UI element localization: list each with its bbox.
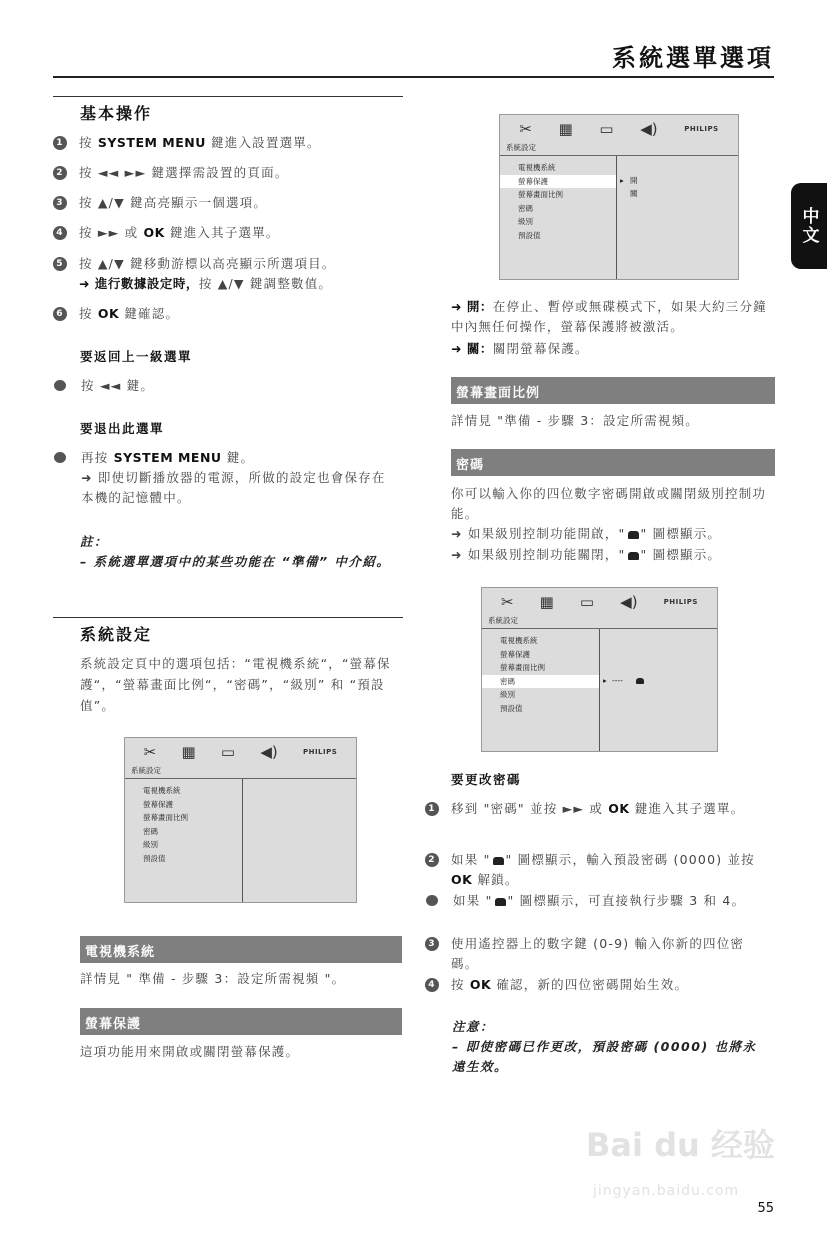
exit-heading: 要退出此選單 — [80, 421, 165, 436]
change-step-3: 3 使用遙控器上的數字鍵 (0-9) 輸入你新的四位密碼。 — [425, 934, 770, 974]
option-on: 開 — [630, 176, 638, 185]
option-arrow-icon: ▸ — [603, 676, 607, 685]
tv-system-text: 詳情見 " 準備 - 步驟 3：設定所需視頻 "。 — [80, 971, 346, 986]
screen-menu-item: 預設值 — [518, 230, 541, 240]
menu-screen-3 — [481, 587, 718, 752]
aspect-ratio-bar: 螢幕畫面比例 — [451, 377, 775, 404]
screen-menu-item: 螢幕畫面比例 — [500, 663, 545, 672]
password-bar: 密碼 — [451, 449, 775, 476]
screen-menu-item: 預設值 — [143, 853, 166, 863]
change-step-1: 1 移到 "密碼" 並按 ►► 或 OK 鍵進入其子選單。 — [425, 799, 770, 819]
screensaver-text: 這項功能用來開啟或關閉螢幕保護。 — [80, 1044, 300, 1059]
unlock-icon — [628, 552, 639, 560]
grid-icon: ▦ — [181, 742, 196, 761]
change-step-2: 2 如果 " " 圖標顯示，輸入預設密碼 (0000) 並按 OK 解鎖。 — [425, 850, 770, 890]
screen-menu-item-selected: 密碼 — [482, 675, 599, 689]
screen-menu-item: 密碼 — [518, 203, 533, 213]
speaker-icon: ◀) — [640, 119, 658, 138]
exit-step: 再按 SYSTEM MENU 鍵。 ➜ 即使切斷播放器的電源，所做的設定也會保存在本機的記憶體中。 — [53, 448, 398, 508]
title-rule — [53, 76, 774, 78]
step-4: 4 按 ►► 或 OK 鍵進入其子選單。 — [53, 223, 403, 243]
page-title: 系統選單選項 — [612, 44, 774, 72]
step-5: 5 按 ▲/▼ 鍵移動游標以高亮顯示所選項目。 ➜ 進行數據設定時，按 ▲/▼ 鍵調整數值。 — [53, 254, 403, 294]
change-step-2b: 如果 " " 圖標顯示，可直接執行步驟 3 和 4。 — [425, 891, 770, 911]
screen-menu-item: 預設值 — [500, 703, 523, 713]
watermark-logo: Bai du 经验 — [586, 1126, 775, 1164]
password-dashes: ---- — [612, 676, 623, 685]
brand-logo: PHILIPS — [663, 597, 698, 606]
unlock-icon — [495, 898, 506, 906]
tools-icon: ✂ — [501, 592, 514, 611]
system-intro: 系統設定頁中的選項包括：“電視機系統“，“螢幕保護“，“螢幕畫面比例“，“密碼”，“級別” 和 “預設值”。 — [80, 656, 391, 713]
change-note: 注意： – 即使密碼已作更改，預設密碼 (0000) 也將永遠生效。 — [452, 1019, 757, 1074]
screen-label: 系統設定 — [500, 142, 738, 156]
display-icon: ▭ — [599, 119, 614, 138]
screen-menu-item: 螢幕畫面比例 — [518, 190, 563, 199]
step-6: 6 按 OK 鍵確認。 — [53, 304, 403, 324]
screen-label: 系統設定 — [482, 615, 717, 629]
screensaver-on-desc: ➜ 開：在停止、暫停或無碟模式下，如果大約三分鐘中內無任何操作，螢幕保護將被激活。 — [451, 299, 767, 334]
tools-icon: ✂ — [143, 742, 157, 761]
screen-menu-item: 密碼 — [143, 826, 158, 836]
password-off-line: ➜ 如果級別控制功能關閉，" " 圖標顯示。 — [451, 547, 722, 562]
screen-menu-item: 級別 — [500, 690, 515, 699]
change-password-heading: 要更改密碼 — [451, 772, 522, 787]
basic-note: 註： – 系統選單選項中的某些功能在 “準備” 中介紹。 — [80, 534, 391, 569]
system-heading: 系統設定 — [53, 617, 403, 645]
brand-logo: PHILIPS — [684, 124, 719, 133]
screen-menu-item: 螢幕保護 — [143, 799, 173, 809]
display-icon: ▭ — [579, 592, 595, 611]
screen-menu-item: 電視機系統 — [143, 786, 181, 795]
lock-icon — [634, 674, 646, 688]
menu-screen-2 — [499, 114, 739, 280]
screen-menu-item: 螢幕保護 — [500, 649, 530, 659]
step-2: 2 按 ◄◄ ►► 鍵選擇需設置的頁面。 — [53, 163, 403, 183]
basic-heading: 基本操作 — [53, 96, 403, 124]
brand-logo: PHILIPS — [302, 747, 338, 756]
step-1: 1 按 SYSTEM MENU 鍵進入設置選單。 — [53, 133, 403, 153]
speaker-icon: ◀) — [620, 592, 638, 611]
step-3: 3 按 ▲/▼ 鍵高亮顯示一個選項。 — [53, 193, 403, 213]
screen-menu-item: 電視機系統 — [500, 636, 538, 645]
option-off: 關 — [630, 189, 638, 198]
page-number: 55 — [757, 1201, 774, 1216]
back-step: 按 ◄◄ 鍵。 — [53, 376, 403, 396]
back-heading: 要返回上一級選單 — [80, 349, 193, 364]
grid-icon: ▦ — [558, 119, 573, 138]
tools-icon: ✂ — [519, 119, 532, 138]
change-step-4: 4 按 OK 確認，新的四位密碼開始生效。 — [425, 975, 770, 995]
language-tab: 中文 — [791, 183, 827, 269]
watermark-url: jingyan.baidu.com — [593, 1183, 740, 1199]
speaker-icon: ◀) — [260, 742, 278, 761]
password-on-line: ➜ 如果級別控制功能開啟，" " 圖標顯示。 — [451, 526, 722, 541]
screensaver-off-desc: ➜ 關：關閉螢幕保護。 — [451, 341, 589, 356]
menu-screen-1 — [124, 737, 357, 903]
screen-menu-item-selected: 螢幕保護 — [500, 175, 616, 189]
display-icon: ▭ — [220, 742, 236, 761]
screen-menu-item: 螢幕畫面比例 — [143, 813, 188, 822]
grid-icon: ▦ — [539, 592, 554, 611]
option-arrow-icon: ▸ — [620, 176, 624, 185]
screen-menu-item: 電視機系統 — [518, 163, 556, 172]
lock-icon — [493, 857, 504, 865]
lock-icon — [628, 531, 639, 539]
screensaver-bar: 螢幕保護 — [80, 1008, 402, 1035]
tv-system-bar: 電視機系統 — [80, 936, 402, 963]
screen-label: 系統設定 — [125, 765, 356, 779]
screen-menu-item: 級別 — [143, 840, 158, 849]
aspect-ratio-text: 詳情見 "準備 - 步驟 3：設定所需視頻。 — [451, 413, 700, 428]
password-text: 你可以輸入你的四位數字密碼開啟或關閉級別控制功能。 — [451, 486, 767, 521]
screen-menu-item: 級別 — [518, 217, 533, 226]
